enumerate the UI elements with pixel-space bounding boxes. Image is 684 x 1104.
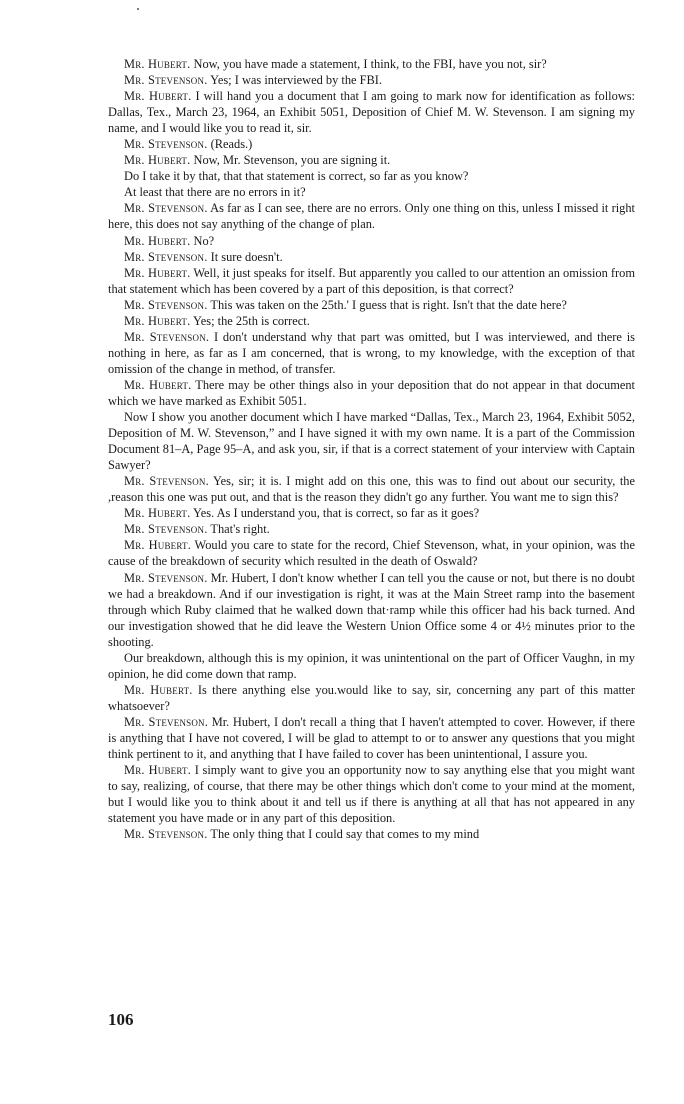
speaker-label: Mr. Hubert. [124,313,191,328]
transcript-paragraph [108,329,635,377]
paragraph-text: Yes; I was interviewed by the FBI. [207,73,382,88]
speaker-label: Mr. Stevenson. [124,570,208,585]
paragraph-text: As far as I can see, there are no errors. Only one thing on this, unless I missed it right here, this does not say anything of the change of plan. [108,201,635,232]
speaker-label: Mr. Stevenson. [124,249,208,264]
paragraph-text: Mr. Hubert, I don't recall a thing that I haven't attempted to cover. However, if there is anything that I have not covered, I will be glad to attempt to or to answer any questions that you might think pertinent to it, and anything that I have failed to cover has been unintentional, I assure you. [108,714,635,762]
speaker-label: Mr. Hubert. [124,538,192,553]
speaker-label: Mr. Hubert. [124,763,192,778]
transcript-body [108,56,635,842]
paragraph-text: Now, you have made a statement, I think, to the FBI, have you not, sir? [190,57,547,71]
paragraph-text: That's right. [207,522,270,537]
speaker-label: Mr. Stevenson. [124,137,208,152]
transcript-paragraph [108,233,635,249]
speaker-label: Mr. Hubert. [124,682,193,697]
paragraph-text: Now, Mr. Stevenson, you are signing it. [190,153,391,168]
paragraph-text: Is there anything else you.would like to say, sir, concerning any part of this matter whatsoever? [108,682,636,713]
paragraph-text: Yes; the 25th is correct. [190,313,310,328]
speaker-label: Mr. Stevenson. [124,297,208,312]
transcript-paragraph [108,297,635,313]
speaker-label: Mr. Stevenson. [124,329,210,344]
paragraph-text: There may be other things also in your deposition that do not appear in that document which we have marked as Exhibit 5051. [108,377,635,408]
paragraph-text: This was taken on the 25th.' I guess that is right. Isn't that the date here? [207,297,567,312]
speaker-label: Mr. Stevenson. [124,201,208,216]
transcript-paragraph [108,200,635,232]
transcript-paragraph [108,537,635,569]
speaker-label: Mr. Stevenson. [124,714,209,729]
transcript-paragraph [108,409,635,473]
paragraph-text: The only thing that I could say that comes to my mind [207,827,480,842]
transcript-paragraph [108,473,635,505]
speaker-label: Mr. Hubert. [124,506,191,521]
speaker-label: Mr. Hubert. [124,265,191,280]
speaker-label: Mr. Stevenson. [124,474,209,489]
transcript-paragraph [108,377,635,409]
transcript-paragraph [108,184,635,200]
speaker-label: Mr. Hubert. [124,233,191,248]
paragraph-text: At least that there are no errors in it? [124,185,306,200]
paragraph-text: Yes, sir; it is. I might add on this one, this was to find out about our security, the ,reason this one was put out, and that is the reason they didn't go any further. You want me to sign this? [108,474,635,505]
speaker-label: Mr. Stevenson. [124,522,208,537]
paragraph-text: Now I show you another document which I have marked “Dallas, Tex., March 23, 1964, Exhibit 5052, Deposition of M. W. Stevenson,” and I have signed it with my own name. It is a part of the Commission Document 81–A, Page 95–A, and ask you, sir, if that is a correct statement of your interview with Captain Sawyer? [108,410,635,473]
paragraph-text: Mr. Hubert, I don't know whether I can tell you the cause or not, but there is no doubt we had a breakdown. And if our investigation is right, it was at the Main Street ramp into the basement through which Ruby claimed that he walked down that·ramp while this officer had his back turned. And our investigation showed that he did leave the Western Union Office some 4 or 4½ minutes prior to the shooting. [108,570,635,649]
paragraph-text: Well, it just speaks for itself. But apparently you called to our attention an omission from that statement which has been covered by a part of this deposition, is that correct? [108,265,635,296]
transcript-paragraph [108,650,635,682]
paragraph-text: (Reads.) [207,137,253,152]
transcript-paragraph [108,56,635,72]
paragraph-text: Would you care to state for the record, Chief Stevenson, what, in your opinion, was the cause of the breakdown of security which resulted in the death of Oswald? [108,538,635,569]
transcript-paragraph [108,570,635,650]
speaker-label: Mr. Hubert. [124,153,191,168]
page-number: 106 [108,1010,134,1029]
transcript-paragraph [108,313,635,329]
paragraph-text: I simply want to give you an opportunity now to say anything else that you might want to say, realizing, of course, that there may be other things which don't come to your mind at the moment, but I would like you to think about it and tell us if there is anything at all that has not appeared in any statement you have made or in any part of this deposition. [108,763,635,826]
transcript-paragraph [108,88,635,136]
speaker-label: Mr. Stevenson. [124,827,208,842]
transcript-paragraph [108,714,635,762]
transcript-paragraph [108,505,635,521]
transcript-paragraph [108,826,635,842]
speaker-label: Mr. Stevenson. [124,73,208,88]
transcript-paragraph [108,152,635,168]
scan-speck [137,8,139,10]
paragraph-text: I will hand you a document that I am going to mark now for identification as follows: Dallas, Tex., March 23, 1964, an Exhibit 5051, Deposition of Chief M. W. Stevenson. I am signing my name, and I would like you to read it, sir. [108,89,636,136]
paragraph-text: Yes. As I understand you, that is correct, so far as it goes? [190,506,480,521]
paragraph-text: Do I take it by that, that that statement is correct, so far as you know? [124,169,469,184]
speaker-label: Mr. Hubert. [124,377,192,392]
transcript-paragraph [108,265,635,297]
transcript-paragraph [108,168,635,184]
paragraph-text: No? [190,233,215,248]
paragraph-text: I don't understand why that part was omitted, but I was interviewed, and there is nothing in here, as far as I am concerned, that is wrong, to my knowledge, with the exception of that omission of the change in method, of transfer. [108,329,635,376]
speaker-label: Mr. Hubert. [124,57,191,71]
transcript-paragraph [108,682,635,714]
transcript-paragraph [108,136,635,152]
transcript-paragraph [108,521,635,537]
paragraph-text: It sure doesn't. [207,249,283,264]
speaker-label: Mr. Hubert. [124,89,192,104]
transcript-paragraph [108,72,635,88]
transcript-paragraph [108,249,635,265]
transcript-paragraph [108,762,635,826]
paragraph-text: Our breakdown, although this is my opinion, it was unintentional on the part of Officer Vaughn, in my opinion, he did come down that ramp. [108,650,635,681]
